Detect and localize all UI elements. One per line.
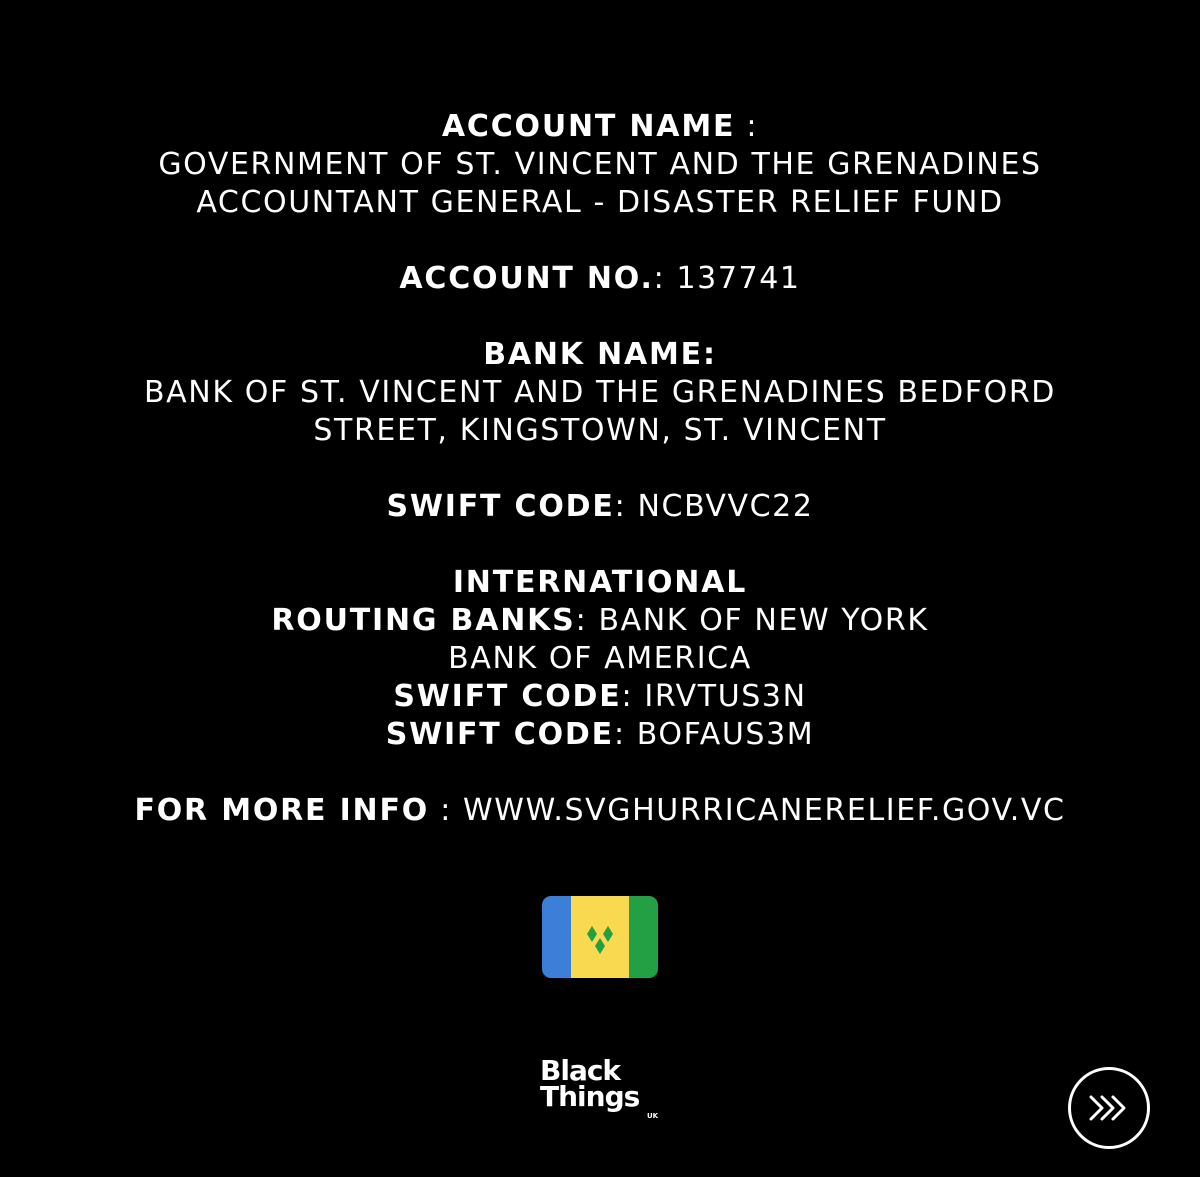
- more-info-row: [0, 792, 1200, 830]
- triple-chevron-right-icon: [1086, 1093, 1132, 1123]
- international-section: [0, 564, 1200, 754]
- account-number-section: [0, 260, 1200, 298]
- bank-name-section: [0, 336, 1200, 450]
- flag-diamond-right: [603, 926, 613, 942]
- bank-name-label: BANK NAME:: [483, 337, 717, 372]
- account-number-row: [0, 260, 1200, 298]
- more-info-url: WWW.SVGHURRICANERELIEF.GOV.VC: [463, 793, 1066, 828]
- donation-info: [0, 108, 1200, 868]
- intl-swift-separator-1: :: [621, 679, 645, 714]
- account-name-line-2: ACCOUNTANT GENERAL - DISASTER RELIEF FUND: [196, 185, 1004, 220]
- logo-word-uk: UK: [647, 1112, 659, 1120]
- black-things-uk-logo: [536, 1056, 666, 1122]
- logo-word-black: Black: [540, 1054, 621, 1087]
- flag-diamonds: [571, 896, 629, 978]
- flag-blue-band: [542, 896, 571, 978]
- more-info-label: FOR MORE INFO: [134, 793, 430, 828]
- intl-swift-row-1: [0, 678, 1200, 716]
- logo-word-things: Things: [540, 1080, 640, 1113]
- swift-code-separator: :: [614, 489, 638, 524]
- routing-banks-row: [0, 602, 1200, 640]
- swift-code-value: NCBVVC22: [637, 489, 814, 524]
- st-vincent-flag-icon: [542, 896, 658, 978]
- bank-name-line-1: BANK OF ST. VINCENT AND THE GRENADINES BEDFORD: [143, 375, 1057, 410]
- more-info-section: [0, 792, 1200, 830]
- intl-swift-label-1: SWIFT CODE: [393, 679, 622, 714]
- account-number-label: ACCOUNT NO.: [399, 261, 654, 296]
- swift-code-label: SWIFT CODE: [386, 489, 615, 524]
- more-info-separator: :: [429, 793, 464, 828]
- flag-diamond-bottom: [595, 938, 605, 954]
- flag-yellow-band: [571, 896, 629, 978]
- routing-bank-2: BANK OF AMERICA: [448, 641, 752, 676]
- intl-swift-row-2: [0, 716, 1200, 754]
- intl-swift-value-2: BOFAUS3M: [636, 717, 815, 752]
- intl-swift-value-1: IRVTUS3N: [644, 679, 807, 714]
- swift-code-row: [0, 488, 1200, 526]
- account-name-label: ACCOUNT NAME: [441, 109, 736, 144]
- intl-swift-separator-2: :: [613, 717, 637, 752]
- routing-banks-separator: :: [575, 603, 599, 638]
- routing-banks-label: ROUTING BANKS: [271, 603, 576, 638]
- account-name-section: [0, 108, 1200, 222]
- flag-diamond-left: [587, 926, 597, 942]
- account-number-separator: :: [653, 261, 677, 296]
- flag-green-band: [629, 896, 658, 978]
- routing-bank-1: BANK OF NEW YORK: [598, 603, 929, 638]
- account-name-separator: :: [735, 109, 759, 144]
- international-heading: INTERNATIONAL: [452, 565, 748, 600]
- next-slide-button[interactable]: [1068, 1067, 1150, 1149]
- account-name-heading: [0, 108, 1200, 146]
- bank-name-line-2: STREET, KINGSTOWN, ST. VINCENT: [313, 413, 887, 448]
- account-name-line-1: GOVERNMENT OF ST. VINCENT AND THE GRENADINES: [158, 147, 1042, 182]
- swift-code-section: [0, 488, 1200, 526]
- account-number-value: 137741: [676, 261, 801, 296]
- intl-swift-label-2: SWIFT CODE: [385, 717, 614, 752]
